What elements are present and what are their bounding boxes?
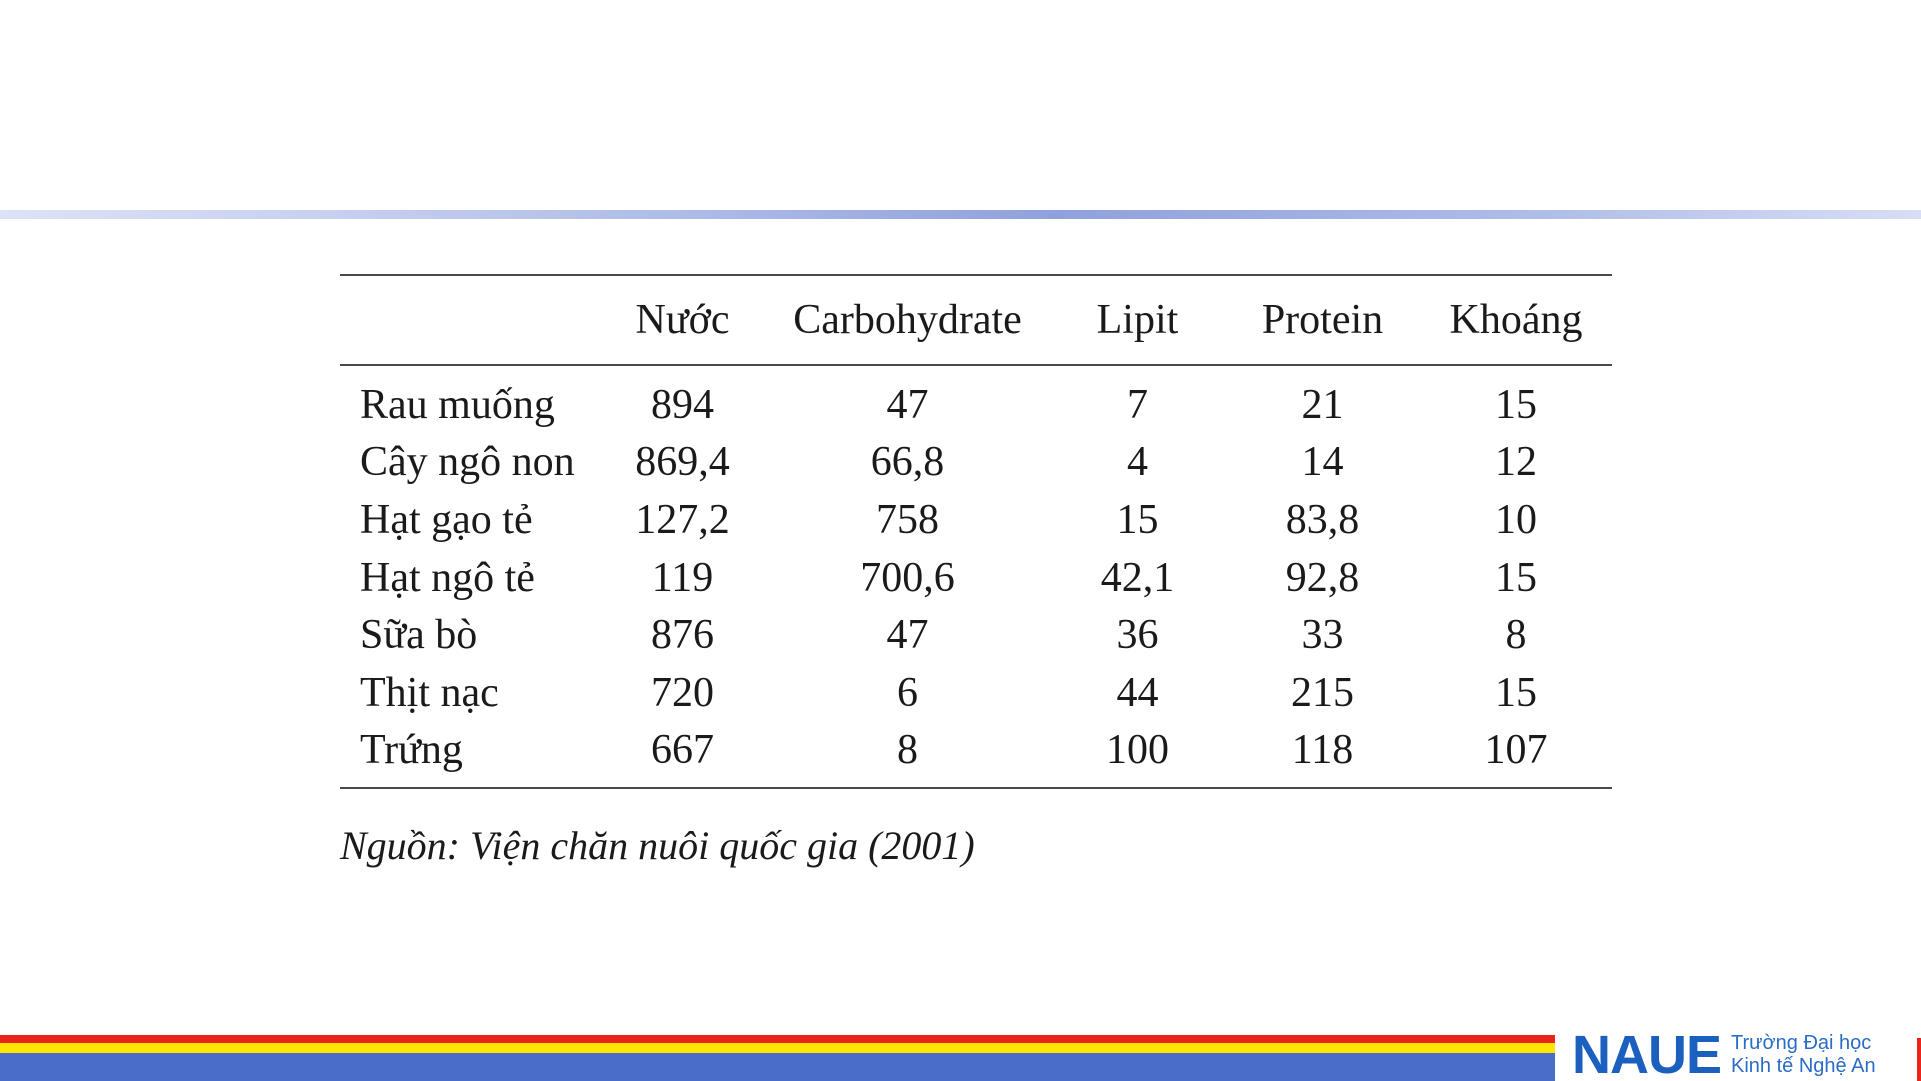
nutrition-table — [340, 276, 1612, 787]
row-label: Cây ngô non — [360, 439, 575, 486]
cell-lipit: 7 — [1127, 381, 1148, 428]
cell-khoang: 15 — [1495, 669, 1537, 716]
university-logo — [1572, 1024, 1921, 1081]
header-lipit: Lipit — [1050, 276, 1225, 365]
cell-lipit: 36 — [1116, 612, 1159, 659]
cell-protein: 92,8 — [1285, 554, 1360, 601]
header-carbohydrate: Carbohydrate — [765, 276, 1050, 365]
row-label: Hạt ngô tẻ — [360, 554, 535, 601]
cell-nuoc: 127,2 — [635, 496, 730, 543]
cell-khoang: 8 — [1505, 612, 1527, 659]
nutrition-table-container — [340, 274, 1612, 789]
table-row — [340, 549, 1612, 607]
cell-khoang: 10 — [1495, 496, 1537, 543]
header-divider — [0, 210, 1921, 219]
cell-protein: 33 — [1301, 612, 1344, 659]
cell-nuoc: 894 — [651, 381, 714, 428]
table-row — [340, 365, 1612, 434]
cell-khoang: 15 — [1495, 554, 1537, 601]
row-label: Sữa bò — [360, 612, 478, 659]
cell-carbohydrate: 700,6 — [860, 554, 955, 601]
cell-lipit: 42,1 — [1100, 554, 1175, 601]
cell-protein: 118 — [1291, 727, 1354, 774]
cell-carbohydrate: 8 — [897, 727, 918, 774]
row-label: Thịt nạc — [360, 669, 499, 716]
table-row — [340, 434, 1612, 492]
cell-khoang: 107 — [1484, 727, 1548, 774]
cell-protein: 21 — [1301, 381, 1344, 428]
header-khoang: Khoáng — [1420, 276, 1612, 365]
cell-carbohydrate: 47 — [886, 381, 929, 428]
cell-carbohydrate: 66,8 — [870, 439, 945, 486]
cell-protein: 14 — [1301, 439, 1344, 486]
table-bottom-rule — [340, 787, 1612, 789]
table-row — [340, 664, 1612, 722]
cell-lipit: 44 — [1116, 669, 1159, 716]
logo-mark: NAUE — [1572, 1024, 1722, 1081]
header-nuoc: Nước — [600, 276, 765, 365]
footer-band-blue — [0, 1053, 1555, 1081]
footer-band-yellow — [0, 1043, 1555, 1053]
logo-line-2: Kinh tế Nghệ An — [1731, 1054, 1876, 1077]
cell-lipit: 15 — [1116, 496, 1159, 543]
table-row — [340, 491, 1612, 549]
logo-text — [1731, 1032, 1876, 1078]
header-protein: Protein — [1225, 276, 1420, 365]
cell-carbohydrate: 6 — [897, 669, 918, 716]
row-label: Rau muống — [360, 381, 555, 428]
cell-nuoc: 119 — [651, 554, 714, 601]
cell-khoang: 12 — [1495, 439, 1537, 486]
cell-nuoc: 869,4 — [635, 439, 730, 486]
cell-nuoc: 667 — [651, 727, 714, 774]
cell-carbohydrate: 758 — [876, 496, 939, 543]
cell-protein: 215 — [1291, 669, 1354, 716]
cell-lipit: 4 — [1127, 439, 1148, 486]
footer-band-red — [0, 1035, 1555, 1043]
cell-nuoc: 720 — [651, 669, 714, 716]
footer-edge-mark — [1917, 1038, 1921, 1081]
cell-nuoc: 876 — [651, 612, 714, 659]
row-label: Trứng — [360, 727, 463, 774]
cell-protein: 83,8 — [1285, 496, 1360, 543]
cell-carbohydrate: 47 — [886, 612, 929, 659]
cell-lipit: 100 — [1106, 727, 1169, 774]
source-note: Nguồn: Viện chăn nuôi quốc gia (2001) — [340, 823, 975, 868]
table-row — [340, 722, 1612, 788]
cell-khoang: 15 — [1495, 381, 1537, 428]
table-header-row — [340, 276, 1612, 365]
logo-line-1: Trường Đại học — [1731, 1031, 1872, 1054]
footer-color-bands — [0, 1035, 1555, 1081]
header-blank — [340, 276, 600, 365]
row-label: Hạt gạo tẻ — [360, 496, 533, 543]
table-row — [340, 606, 1612, 664]
